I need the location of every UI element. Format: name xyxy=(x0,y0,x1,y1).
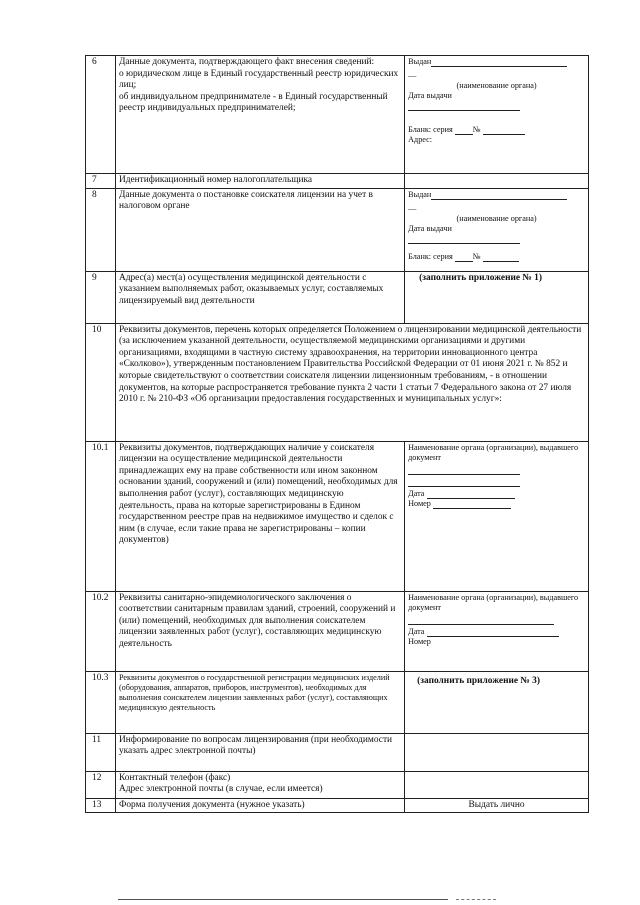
table-row xyxy=(86,174,589,189)
contact-info-cell[interactable] xyxy=(405,771,589,798)
organ-caption: (наименование органа) xyxy=(456,81,537,90)
row-description: Контактный телефон (факс) Адрес электронной почты (в случае, если имеется) xyxy=(115,771,404,798)
table-row xyxy=(86,798,589,813)
address-label: Адрес: xyxy=(408,135,433,144)
row-description: Форма получения документа (нужное указать) xyxy=(115,798,404,813)
dash: — xyxy=(408,71,417,80)
row-description: Реквизиты документов, подтверждающих наличие у соискателя лицензии на осуществление медицинской деятельности принадлежащих ему на праве собственности или ином законном основании зданий, сооружений и (или) помещений, необходимых для выполнения работ (услуг), составляющих медицинскую деятельность, права на которые зарегистрированы в Едином государственном реестре прав на недвижимое имущество и сделок с ним (в случае, если такие права не зарегистрированы – копии документов) xyxy=(115,441,404,591)
organ-caption: Наименование органа (организации), выдавшего документ xyxy=(408,442,579,462)
date-label: Дата xyxy=(408,626,425,636)
row-number: 11 xyxy=(86,733,116,771)
receive-in-person-value[interactable]: Выдать лично xyxy=(405,798,589,813)
table-row xyxy=(86,188,589,271)
organ-input-line[interactable] xyxy=(408,615,554,625)
footer-divider xyxy=(118,899,448,900)
fill-appendix-3-note: (заполнить приложение № 3) xyxy=(405,671,589,733)
issue-date-input-line[interactable] xyxy=(408,110,520,111)
number-input-line[interactable] xyxy=(433,508,511,509)
row-number: 7 xyxy=(86,174,116,189)
organ-input-line[interactable] xyxy=(408,477,520,487)
number-label: Номер xyxy=(408,636,431,646)
table-row xyxy=(86,271,589,323)
fill-appendix-1-note: (заполнить приложение № 1) xyxy=(405,271,589,323)
blank-number-input-line[interactable] xyxy=(483,134,525,135)
number-sign: № xyxy=(472,125,481,134)
tax-registration-fields xyxy=(405,188,589,271)
series-input-line[interactable] xyxy=(455,134,473,135)
organ-caption: (наименование органа) xyxy=(456,213,537,223)
blank-series-label: Бланк: серия xyxy=(408,251,453,261)
table-row xyxy=(86,323,589,441)
row-number: 10.1 xyxy=(86,441,116,591)
dash: — xyxy=(408,203,417,213)
row-description: Реквизиты документов, перечень которых определяется Положением о лицензировании медицинской деятельности (за исключением указанной деятельности, осуществляемой медицинскими организациями и другими организациями, входящими в частную систему здравоохранения, на территории инновационного центра «Сколково»), утвержденным постановлением Правительства Российской Федерации от 01 июня 2021 г. № 852 и которые свидетельствуют о соответствии соискателя лицензии лицензионным требованиям, - в отношении документов, на которые распространяется требование пункта 2 части 1 статьи 7 Федерального закона от 27 июля 2010 г. № 210-ФЗ «Об организации предоставления государственных и муниципальных услуг»: xyxy=(115,323,588,441)
sanitary-conclusion-fields xyxy=(405,591,589,671)
row-description: Реквизиты документов о государственной регистрации медицинских изделий (оборудования, аппаратов, приборов, инструментов), необходимых для выполнения соискателем лицензии заявленных работ (услуг), составляющих медицинскую деятельность xyxy=(115,671,404,733)
issued-input-line[interactable] xyxy=(431,199,567,200)
table-row xyxy=(86,441,589,591)
issue-date-label: Дата выдачи xyxy=(408,91,452,100)
number-sign: № xyxy=(472,251,481,261)
number-label: Номер xyxy=(408,498,431,508)
row-description: Идентификационный номер налогоплательщика xyxy=(115,174,404,189)
issued-label: Выдан xyxy=(408,189,432,199)
table-row xyxy=(86,671,589,733)
premises-document-fields xyxy=(405,441,589,591)
table-row xyxy=(86,733,589,771)
row-description: Информирование по вопросам лицензирования (при необходимости указать адрес электронной почты) xyxy=(115,733,404,771)
issued-label: Выдан xyxy=(408,57,432,66)
row-description: Адрес(а) мест(а) осуществления медицинской деятельности с указанием выполняемых работ, оказываемых услуг, составляемых лицензируемый вид деятельности xyxy=(115,271,404,323)
table-row xyxy=(86,591,589,671)
issue-date-label: Дата выдачи xyxy=(408,223,452,233)
row-number: 10.2 xyxy=(86,591,116,671)
row-description: Реквизиты санитарно-эпидемиологического заключения о соответствии санитарным правилам зданий, строений, сооружений и (или) помещений, необходимых для выполнения соискателем лицензии заявленных работ (услуг), составляющих медицинскую деятельность xyxy=(115,591,404,671)
issue-date-input-line[interactable] xyxy=(408,243,520,244)
row-number: 13 xyxy=(86,798,116,813)
organ-input-line[interactable] xyxy=(408,465,520,475)
application-form-table xyxy=(85,55,589,813)
table-row xyxy=(86,771,589,798)
registration-document-fields xyxy=(405,56,589,174)
blank-number-input-line[interactable] xyxy=(483,261,519,262)
footer-divider-dashed xyxy=(456,899,496,900)
row-number: 8 xyxy=(86,188,116,271)
series-input-line[interactable] xyxy=(455,261,473,262)
inn-value-cell[interactable] xyxy=(405,174,589,189)
email-notification-cell[interactable] xyxy=(405,733,589,771)
organ-caption: Наименование органа (организации), выдавшего документ xyxy=(408,592,579,612)
row-description: Данные документа о постановке соискателя лицензии на учет в налоговом органе xyxy=(115,188,404,271)
row-description: Данные документа, подтверждающего факт внесения сведений: о юридическом лице в Единый государственный реестр юридических лиц; об индивидуальном предпринимателе - в Единый государственный реестр индивидуальных предпринимателей; xyxy=(115,56,404,174)
row-number: 6 xyxy=(86,56,116,174)
issued-input-line[interactable] xyxy=(431,66,567,67)
row-number: 9 xyxy=(86,271,116,323)
row-number: 10.3 xyxy=(86,671,116,733)
date-label: Дата xyxy=(408,488,425,498)
blank-series-label: Бланк: серия xyxy=(408,125,453,134)
row-number: 12 xyxy=(86,771,116,798)
table-row xyxy=(86,56,589,174)
row-number: 10 xyxy=(86,323,116,441)
date-input-line[interactable] xyxy=(427,636,559,637)
